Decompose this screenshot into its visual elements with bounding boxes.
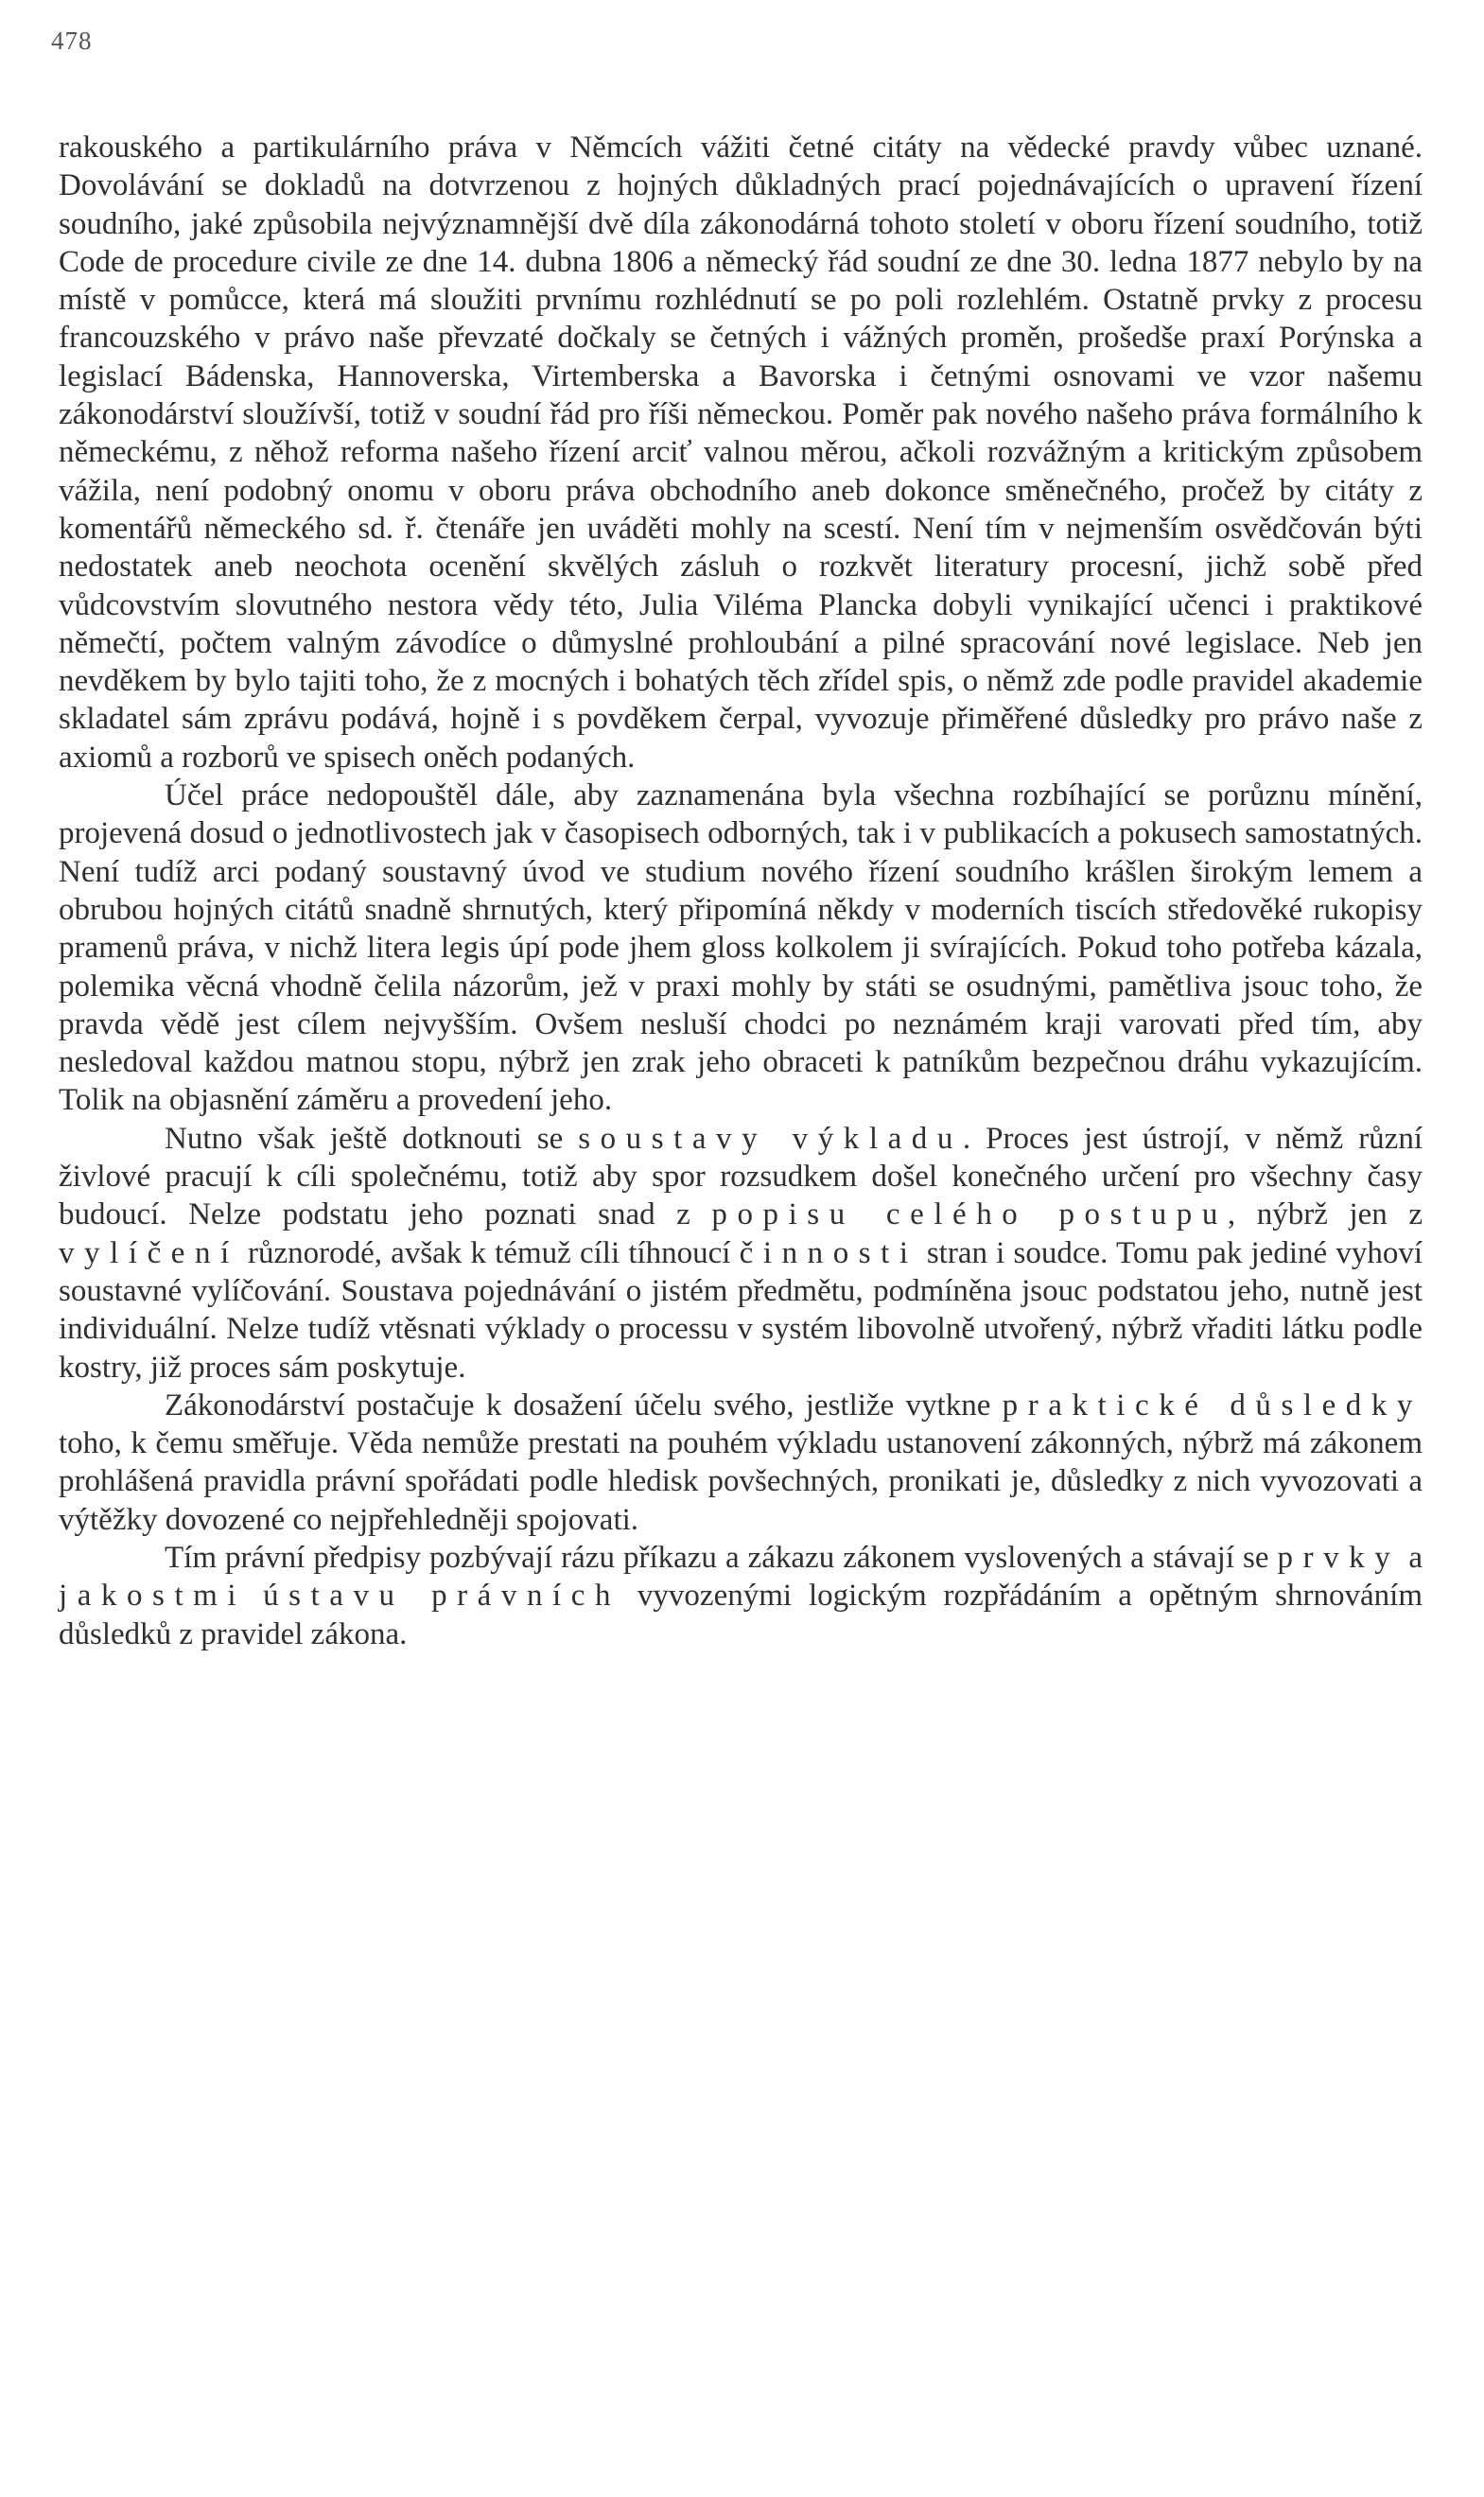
paragraph xyxy=(59,1120,1423,1387)
paragraph-text: stran i soudce. Tomu pak jediné vyhoví soustavné vylíčování. Soustava pojednávání o jistém předmětu, podmíněna jsouc podstatou jeho, nutně jest individuální. Nelze tudíž vtěsnati výklady o processu v systém libovolně utvořený, nýbrž vřaditi látku podle kostry, již proces sám poskytuje. xyxy=(59,1235,1423,1385)
spaced-emphasis-text: soustavy výkladu xyxy=(578,1121,963,1156)
paragraph-text: Tím právní předpisy pozbývají rázu příkazu a zákazu zákonem vyslovených a stávají se xyxy=(165,1540,1278,1575)
spaced-emphasis-text: praktické důsledky xyxy=(1002,1388,1423,1423)
paragraph xyxy=(59,1539,1423,1653)
paragraph-text: . Proces jest ústrojí, v němž různí živlové pracují k cíli společnému, totiž aby spor rozsudkem došel konečného určení pro všechny časy budoucí. Nelze podstatu jeho poznati snad z xyxy=(59,1121,1423,1232)
spaced-emphasis-text: ústavu právních xyxy=(263,1579,621,1614)
spaced-emphasis-text: popisu celého postupu xyxy=(711,1197,1228,1232)
body-text xyxy=(59,129,1423,1653)
paragraph-text xyxy=(246,1579,263,1613)
paragraph xyxy=(59,1387,1423,1539)
spaced-emphasis-text: prvky xyxy=(1277,1540,1401,1575)
page-number: 478 xyxy=(51,26,93,55)
paragraph-text: toho, k čemu směřuje. Věda nemůže prestati na pouhém výkladu ustanovení zákonných, nýbrž má zákonem prohlášená pravidla právní spořádati podle hledisk povšechných, pronikati je, důsledky z nich vyvozovati a výtěžky dovozené co nejpřehledněji spojovati. xyxy=(59,1426,1423,1537)
paragraph-text: , nýbrž jen z xyxy=(1227,1197,1423,1232)
spaced-emphasis-text: činnosti xyxy=(739,1235,918,1270)
paragraph-text: Nutno však ještě dotknouti se xyxy=(165,1121,579,1156)
paragraph xyxy=(59,777,1423,1120)
paragraph-text: různorodé, avšak k témuž cíli tíhnoucí xyxy=(238,1235,740,1270)
paragraph-text: Účel práce nedopouštěl dále, aby zaznamenána byla všechna rozbíhající se porůznu mínění, projevená dosud o jednotlivostech jak v časopisech odborných, tak i v publikacích a pokusech samostatných. Není tudíž arci podaný soustavný úvod ve studium nového řízení soudního krášlen širokým lemem a obrubou hojných citátů snadně shrnutých, který připomíná někdy v moderních tiscích středověké rukopisy pramenů práva, v nichž litera legis úpí pode jhem gloss kolkolem ji svírajících. Pokud toho potřeba kázala, polemika věcná vhodně čelila názorům, jež v praxi mohly by státi se osudnými, pamětliva jsouc toho, že pravda vědě jest cílem nejvyšším. Ovšem nesluší chodci po neznámém kraji varovati před tím, aby nesledoval každou matnou stopu, nýbrž jen zrak jeho obraceti k patníkům bezpečnou dráhu vykazujícím. Tolik na objasnění záměru a provedení jeho. xyxy=(59,778,1423,1118)
paragraph-text: Zákonodárství postačuje k dosažení účelu svého, jestliže vytkne xyxy=(165,1388,1003,1423)
paragraph xyxy=(59,129,1423,777)
paragraph-text: vyvozenými logickým rozpřádáním a opětným shrnováním důsledků z pravidel zákona. xyxy=(59,1579,1423,1651)
paragraph-text: a xyxy=(1400,1540,1423,1575)
spaced-emphasis-text: jakostmi xyxy=(59,1579,247,1614)
paragraph-text: rakouského a partikulárního práva v Němcích vážiti četné citáty na vědecké pravdy vůbec uznané. Dovolávání se dokladů na dotvrzenou z hojných důkladných prací pojednávajících o upravení řízení soudního, jaké způsobila nejvýznamnější dvě díla zákonodárná tohoto století v oboru řízení soudního, totiž Code de procedure civile ze dne 14. dubna 1806 a německý řád soudní ze dne 30. ledna 1877 nebylo by na místě v pomůcce, která má sloužiti prvnímu rozhlédnutí se po poli rozlehlém. Ostatně prvky z procesu francouzského v právo naše převzaté dočkaly se četných i vážných proměn, prošedše praxí Porýnska a legislací Bádenska, Hannoverska, Virtemberska a Bavorska i četnými osnovami ve vzor našemu zákonodárství sloužívší, totiž v soudní řád pro říši německou. Poměr pak nového našeho práva formálního k německému, z něhož reforma našeho řízení arciť valnou měrou, ačkoli rozvážným a kritickým způsobem vážila, není podobný onomu v oboru práva obchodního aneb dokonce směnečného, pročež by citáty z komentářů německého sd. ř. čtenáře jen uváděti mohly na scestí. Není tím v nejmenším osvědčován býti nedostatek aneb neochota ocenění skvělých zásluh o rozkvět literatury procesní, jichž sobě před vůdcovstvím slovutného nestora vědy této, Julia Viléma Plancka dobyli vynikající učenci i praktikové němečtí, počtem valným závodíce o důmyslné prohloubání a pilné spracování nové legislace. Neb jen nevděkem by bylo tajiti toho, že z mocných i bohatých těch zřídel spis, o němž zde podle pravidel akademie skladatel sám zprávu podává, hojně i s povděkem čerpal, vyvozuje přiměřené důsledky pro právo naše z axiomů a rozborů ve spisech oněch podaných. xyxy=(59,131,1423,775)
spaced-emphasis-text: vylíčení xyxy=(59,1235,239,1270)
